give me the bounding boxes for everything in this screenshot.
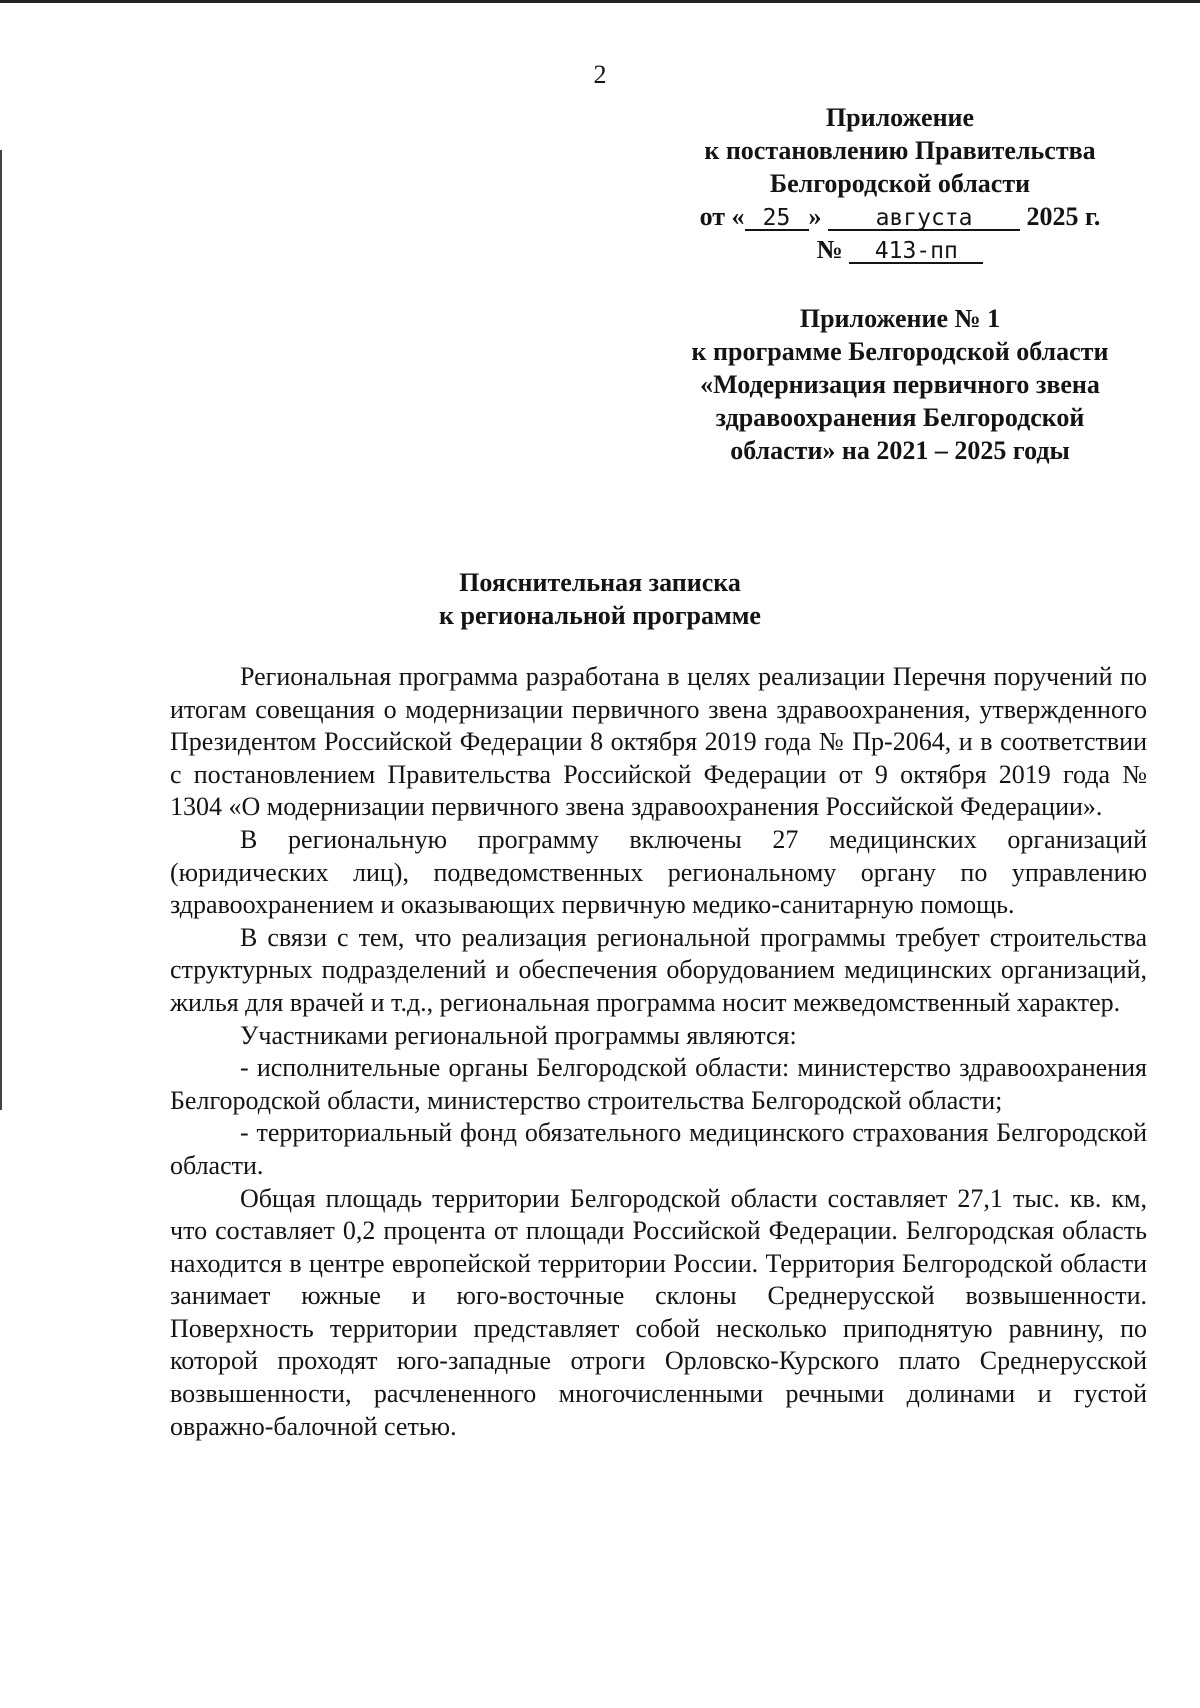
date-year: 2025 г. xyxy=(1026,202,1101,231)
program-name-line3: области» на 2021 – 2025 годы xyxy=(730,436,1070,465)
date-prefix: от « xyxy=(699,202,745,231)
program-name-line1: «Модернизация первичного звена xyxy=(700,370,1100,399)
document-title xyxy=(0,566,1200,632)
paragraph: В региональную программу включены 27 медицинских организаций (юридических лиц), подведомственных региональному органу по управлению здравоохранением и оказывающих первичную медико-санитарную помощь. xyxy=(170,824,1147,920)
appendix-label: Приложение xyxy=(825,103,975,132)
paragraph: Участниками региональной программы являются: xyxy=(240,1020,797,1050)
page-number: 2 xyxy=(593,60,607,89)
paragraph: Региональная программа разработана в целях реализации Перечня поручений по итогам совещания о модернизации первичного звена здравоохранения, утвержденного Президентом Российской Федерации 8 октября 2019 года № Пр-2064, и в соответствии с постановлением Правительства Российской Федерации от 9 октября 2019 года № 1304 «О модернизации первичного звена здравоохранения Российской Федерации». xyxy=(170,662,1147,822)
resolution-reference: к постановлению Правительства xyxy=(704,136,1096,165)
number-value: 413-пп xyxy=(849,240,983,264)
resolution-appendix-header xyxy=(640,101,1160,266)
date-day: 25 xyxy=(745,207,809,231)
number-prefix: № xyxy=(816,235,843,264)
paragraph: В связи с тем, что реализация региональной программы требует строительства структурных подразделений и обеспечения оборудованием медицинских организаций, жилья для врачей и т.д., региональная программа носит межведомственный характер. xyxy=(170,922,1147,1017)
paragraph: - территориальный фонд обязательного медицинского страхования Белгородской области. xyxy=(170,1118,1147,1180)
paragraph: - исполнительные органы Белгородской области: министерство здравоохранения Белгородской области, министерство строительства Белгородской области; xyxy=(170,1053,1147,1115)
body-text xyxy=(170,661,1147,1443)
date-quote-close: » xyxy=(808,202,822,231)
region-name: Белгородской области xyxy=(769,169,1031,198)
title-line1: Пояснительная записка xyxy=(459,568,741,597)
program-appendix-header xyxy=(640,302,1160,467)
paragraph: Общая площадь территории Белгородской области составляет 27,1 тыс. кв. км, что составляет 0,2 процента от площади Российской Федерации. Белгородская область находится в центре европейской территории России. Территория Белгородской области занимает южные и юго-восточные склоны Среднерусской возвышенности. Поверхность территории представляет собой несколько приподнятую равнину, по которой проходят юго-западные отроги Орловско-Курского плато Среднерусской возвышенности, расчлененного многочисленными речными долинами и густой овражно-балочной сетью. xyxy=(170,1183,1147,1441)
date-month: августа xyxy=(828,207,1020,231)
resolution-date xyxy=(640,200,1160,233)
resolution-number xyxy=(640,233,1160,266)
program-reference: к программе Белгородской области xyxy=(691,337,1109,366)
program-appendix-label: Приложение № 1 xyxy=(799,304,1001,333)
scan-top-edge xyxy=(0,0,1200,3)
title-line2: к региональной программе xyxy=(439,601,761,630)
program-name-line2: здравоохранения Белгородской xyxy=(715,403,1085,432)
